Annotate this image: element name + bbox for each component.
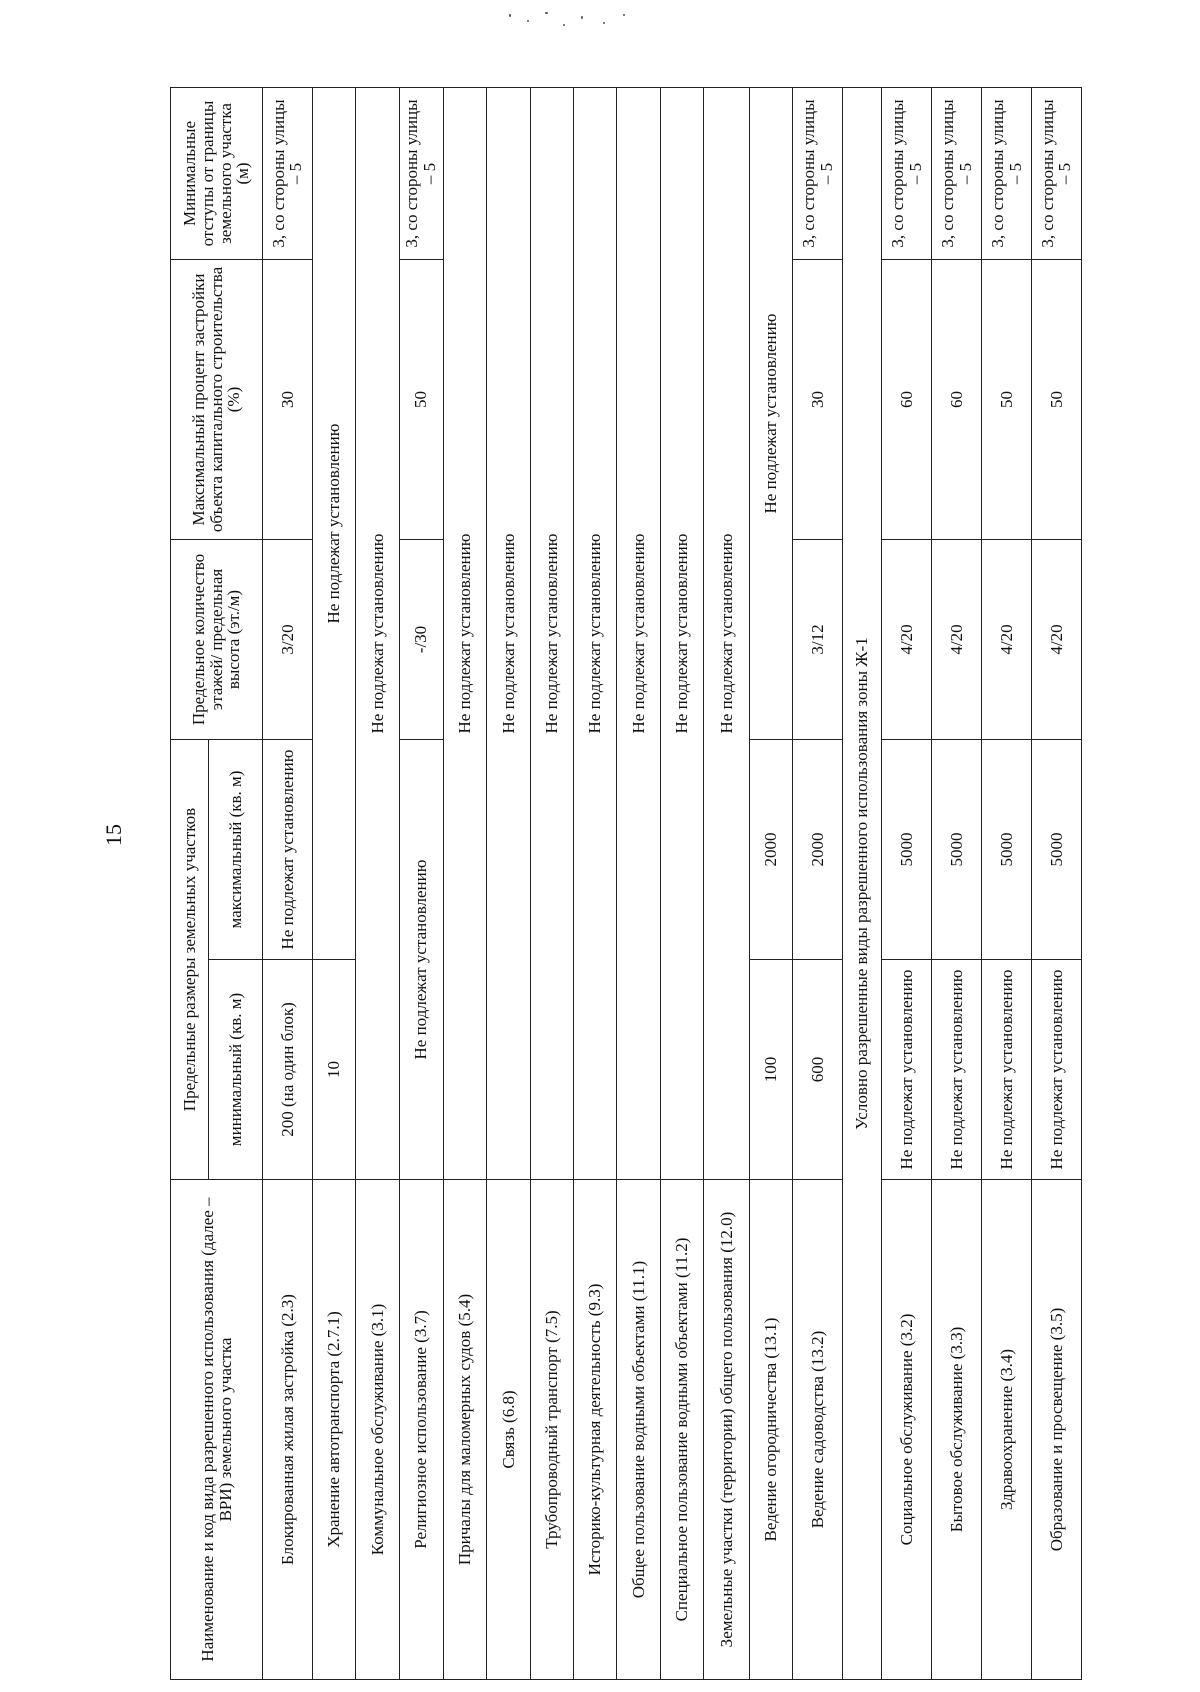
row-not-set: Не подлежат установлению <box>443 88 486 1180</box>
table-row <box>1031 88 1081 1680</box>
row-floors: 3/20 <box>263 540 313 740</box>
header-min: минимальный (кв. м) <box>209 960 263 1180</box>
row-name: Историко-культурная деятельность (9.3) <box>574 1180 617 1680</box>
row-percent: 60 <box>932 260 982 540</box>
table-row <box>749 88 792 1680</box>
row-name: Социальное обслуживание (3.2) <box>882 1180 932 1680</box>
table-row <box>882 88 932 1680</box>
row-min: 600 <box>793 960 843 1180</box>
row-minmax: Не подлежат установлению <box>399 740 443 1180</box>
table-row <box>793 88 843 1680</box>
row-percent: 50 <box>982 260 1032 540</box>
row-name: Общее пользование водными объектами (11.1) <box>617 1180 660 1680</box>
row-name: Хранение автотранспорта (2.7.1) <box>312 1180 355 1680</box>
row-floors: -/30 <box>399 540 443 740</box>
row-not-set: Не подлежат установлению <box>356 88 399 1180</box>
row-name: Причалы для маломерных судов (5.4) <box>443 1180 486 1680</box>
row-name: Бытовое обслуживание (3.3) <box>932 1180 982 1680</box>
row-name: Коммунальное обслуживание (3.1) <box>356 1180 399 1680</box>
zoning-parameters-table <box>170 87 1082 1680</box>
row-not-set: Не подлежат установлению <box>617 88 660 1180</box>
row-name: Ведение огородничества (13.1) <box>749 1180 792 1680</box>
table-row <box>263 88 313 1680</box>
header-setbacks: Минимальные отступы от границы земельного участка (м) <box>171 88 263 260</box>
page-number: 15 <box>101 824 126 846</box>
table-row <box>443 88 486 1680</box>
row-floors: 4/20 <box>1031 540 1081 740</box>
row-setbacks: 3, со стороны улицы – 5 <box>982 88 1032 260</box>
table-row <box>487 88 530 1680</box>
row-min: Не подлежат установлению <box>1031 960 1081 1180</box>
table-row <box>660 88 703 1680</box>
table-row <box>574 88 617 1680</box>
row-setbacks: 3, со стороны улицы – 5 <box>263 88 313 260</box>
row-not-set: Не подлежат установлению <box>487 88 530 1180</box>
table-row <box>932 88 982 1680</box>
row-setbacks: 3, со стороны улицы – 5 <box>932 88 982 260</box>
row-name: Связь (6.8) <box>487 1180 530 1680</box>
row-not-set: Не подлежат установлению <box>660 88 703 1180</box>
header-max: максимальный (кв. м) <box>209 740 263 960</box>
row-max: Не подлежат установлению <box>263 740 313 960</box>
header-percent: Максимальный процент застройки объекта капитального строительства (%) <box>171 260 263 540</box>
row-name: Здравоохранение (3.4) <box>982 1180 1032 1680</box>
header-floors: Предельное количество этажей/ предельная высота (эт./м) <box>171 540 263 740</box>
row-percent: 50 <box>1031 260 1081 540</box>
row-name: Религиозное использование (3.7) <box>399 1180 443 1680</box>
section-header-row <box>843 88 882 1680</box>
row-min: 200 (на один блок) <box>263 960 313 1180</box>
row-name: Трубопроводный транспорт (7.5) <box>530 1180 573 1680</box>
row-floors: 4/20 <box>882 540 932 740</box>
row-name: Специальное пользование водными объектами (11.2) <box>660 1180 703 1680</box>
row-name: Блокированная жилая застройка (2.3) <box>263 1180 313 1680</box>
row-floors: 4/20 <box>982 540 1032 740</box>
rotated-table-wrapper <box>170 88 1082 1680</box>
row-setbacks: 3, со стороны улицы – 5 <box>1031 88 1081 260</box>
row-max: 5000 <box>1031 740 1081 960</box>
table-row <box>982 88 1032 1680</box>
row-max: 5000 <box>982 740 1032 960</box>
header-plot-sizes: Предельные размеры земельных участков <box>171 740 209 1180</box>
row-min: Не подлежат установлению <box>932 960 982 1180</box>
row-not-set: Не подлежат установлению <box>530 88 573 1180</box>
row-not-set: Не подлежат установлению <box>704 88 750 1180</box>
table-stage <box>170 88 1082 1680</box>
row-name: Земельные участки (территории) общего пользования (12.0) <box>704 1180 750 1680</box>
row-not-set: Не подлежат установлению <box>312 88 355 960</box>
row-percent: 50 <box>399 260 443 540</box>
row-min: 100 <box>749 960 792 1180</box>
row-percent: 30 <box>793 260 843 540</box>
row-max: 2000 <box>793 740 843 960</box>
row-setbacks: 3, со стороны улицы – 5 <box>882 88 932 260</box>
scan-artifacts <box>505 6 635 36</box>
table-row <box>399 88 443 1680</box>
row-max: 2000 <box>749 740 792 960</box>
header-name: Наименование и код вида разрешенного использования (далее – ВРИ) земельного участка <box>171 1180 263 1680</box>
row-name: Ведение садоводства (13.2) <box>793 1180 843 1680</box>
row-floors: 3/12 <box>793 540 843 740</box>
row-floors: 4/20 <box>932 540 982 740</box>
row-percent: 60 <box>882 260 932 540</box>
row-min: Не подлежат установлению <box>882 960 932 1180</box>
row-max: 5000 <box>882 740 932 960</box>
row-not-set: Не подлежат установлению <box>749 88 792 740</box>
row-percent: 30 <box>263 260 313 540</box>
row-min: 10 <box>312 960 355 1180</box>
row-setbacks: 3, со стороны улицы – 5 <box>793 88 843 260</box>
table-row <box>617 88 660 1680</box>
section-title: Условно разрешенные виды разрешенного использования зоны Ж-1 <box>843 88 882 1680</box>
table-row <box>312 88 355 1680</box>
row-setbacks: 3, со стороны улицы – 5 <box>399 88 443 260</box>
row-not-set: Не подлежат установлению <box>574 88 617 1180</box>
row-name: Образование и просвещение (3.5) <box>1031 1180 1081 1680</box>
row-min: Не подлежат установлению <box>982 960 1032 1180</box>
table-row <box>530 88 573 1680</box>
row-max: 5000 <box>932 740 982 960</box>
table-row <box>704 88 750 1680</box>
table-row <box>356 88 399 1680</box>
